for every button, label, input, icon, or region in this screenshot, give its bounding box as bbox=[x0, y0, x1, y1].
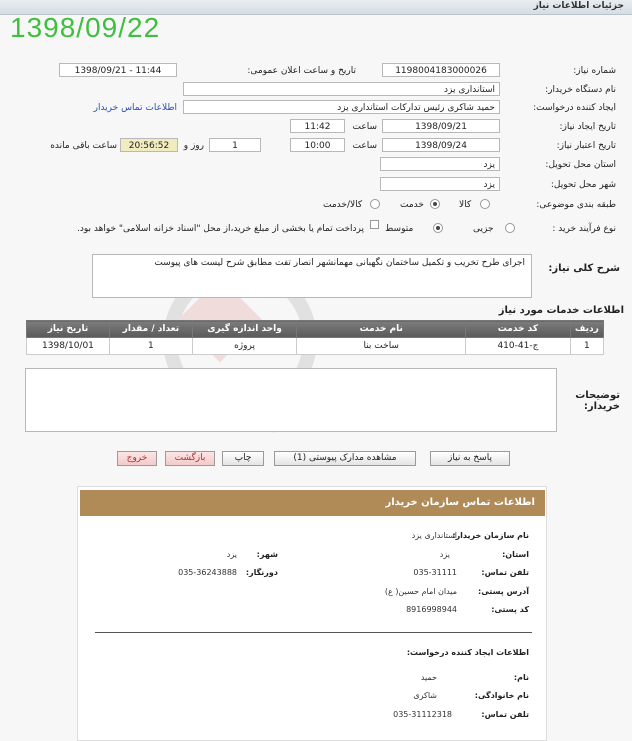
created-time-field: 11:42 bbox=[290, 119, 345, 133]
requester-field: حمید شاکری رئیس تدارکات استانداری یزد bbox=[183, 100, 500, 114]
created-time-label: ساعت bbox=[352, 122, 377, 132]
cell-row: 1 bbox=[570, 338, 603, 355]
table-row bbox=[27, 338, 604, 355]
category-radio-goods[interactable] bbox=[480, 199, 490, 209]
need-number-field: 1198004183000026 bbox=[382, 63, 500, 77]
deadline-days-field: 1 bbox=[209, 138, 261, 152]
category-radio-both[interactable] bbox=[370, 199, 380, 209]
contact-card-title: اطلاعات تماس سازمان خریدار bbox=[80, 490, 545, 516]
creator-phone-value: 035-31112318 bbox=[393, 710, 452, 719]
buyer-contact-link[interactable]: اطلاعات تماس خریدار bbox=[93, 103, 177, 113]
summary-field: اجرای طرح تخریب و تکمیل ساختمان نگهبانی مهمانشهر انصار تفت مطابق شرح لیست های پیوست bbox=[92, 254, 532, 298]
cell-date: 1398/10/01 bbox=[27, 338, 110, 355]
deadline-days-label: روز و bbox=[183, 141, 204, 151]
process-option-minor: جزیی bbox=[473, 224, 494, 234]
buyer-notes-field bbox=[25, 368, 557, 432]
process-radio-medium[interactable] bbox=[433, 223, 443, 233]
deadline-time-label: ساعت bbox=[352, 141, 377, 151]
treasury-note: پرداخت تمام یا بخشی از مبلغ خرید،از محل "اسناد خزانه اسلامی" خواهد بود. bbox=[76, 224, 364, 234]
buyer-notes-label: توضیحات خریدار: bbox=[575, 390, 620, 412]
services-section-title: اطلاعات خدمات مورد نیاز bbox=[498, 305, 624, 316]
deadline-date-field: 1398/09/24 bbox=[382, 138, 500, 152]
creator-family-label: نام خانوادگی: bbox=[474, 691, 529, 700]
contact-org-value: استانداری یزد bbox=[411, 531, 457, 540]
process-option-medium: متوسط bbox=[385, 224, 414, 234]
cell-code: ج-41-410 bbox=[466, 338, 570, 355]
province-field: یزد bbox=[380, 157, 500, 171]
requester-label: ایجاد کننده درخواست: bbox=[533, 103, 616, 113]
announce-datetime-label: تاریخ و ساعت اعلان عمومی: bbox=[247, 66, 356, 76]
contact-postal-label: کد پستی: bbox=[491, 605, 529, 614]
print-button[interactable]: چاپ bbox=[222, 451, 264, 466]
category-option-service: خدمت bbox=[400, 200, 424, 210]
summary-label: شرح کلی نیاز: bbox=[548, 263, 620, 274]
col-row: ردیف bbox=[570, 321, 603, 338]
remaining-time-field: 20:56:52 bbox=[120, 138, 178, 152]
contact-fax-label: دورنگار: bbox=[245, 568, 278, 577]
services-table bbox=[26, 320, 604, 355]
col-unit: واحد اندازه گیری bbox=[192, 321, 296, 338]
back-button[interactable]: بازگشت bbox=[165, 451, 215, 466]
overlay-date: 1398/09/22 bbox=[10, 12, 161, 43]
exit-button[interactable]: خروج bbox=[117, 451, 157, 466]
creator-name-value: حمید bbox=[420, 673, 437, 682]
city-field: یزد bbox=[380, 177, 500, 191]
window-title: جزئیات اطلاعات نیاز bbox=[533, 1, 624, 11]
contact-phone-label: تلفن تماس: bbox=[481, 568, 529, 577]
col-code: کد خدمت bbox=[466, 321, 570, 338]
buyer-org-label: نام دستگاه خریدار: bbox=[545, 85, 616, 95]
city-label: شهر محل تحویل: bbox=[550, 180, 616, 190]
cell-qty: 1 bbox=[109, 338, 192, 355]
treasury-checkbox[interactable] bbox=[370, 220, 379, 229]
category-option-goods: کالا bbox=[459, 200, 472, 210]
remaining-time-label: ساعت باقی مانده bbox=[50, 141, 117, 151]
contact-province-label: استان: bbox=[502, 550, 529, 559]
creator-family-value: شاکری bbox=[413, 691, 437, 700]
contact-address-value: میدان امام حسین( ع) bbox=[384, 587, 457, 596]
col-name: نام خدمت bbox=[297, 321, 466, 338]
reply-button[interactable]: پاسخ به نیاز bbox=[430, 451, 510, 466]
cell-name: ساخت بنا bbox=[297, 338, 466, 355]
creator-phone-label: تلفن تماس: bbox=[481, 710, 529, 719]
deadline-time-field: 10:00 bbox=[290, 138, 345, 152]
cell-unit: پروژه bbox=[192, 338, 296, 355]
deadline-label: تاریخ اعتبار نیاز: bbox=[556, 141, 616, 151]
announce-datetime-field: 1398/09/21 - 11:44 bbox=[59, 63, 177, 77]
category-label: طبقه بندی موضوعی: bbox=[536, 200, 616, 210]
buyer-org-field: استانداری یزد bbox=[183, 82, 500, 96]
contact-province-value: یزد bbox=[439, 550, 450, 559]
category-option-both: کالا/خدمت bbox=[323, 200, 363, 210]
contact-phone-value: 035-31111 bbox=[413, 568, 457, 577]
contact-postal-value: 8916998944 bbox=[406, 605, 457, 614]
contact-city-value: یزد bbox=[226, 550, 237, 559]
contact-city-label: شهر: bbox=[256, 550, 278, 559]
created-date-label: تاریخ ایجاد نیاز: bbox=[559, 122, 616, 132]
process-label: نوع فرآیند خرید : bbox=[552, 224, 616, 234]
view-attachments-button[interactable]: مشاهده مدارک پیوستی (1) bbox=[274, 451, 416, 466]
creator-section-title: اطلاعات ایجاد کننده درخواست: bbox=[406, 648, 529, 657]
contact-divider bbox=[95, 632, 532, 633]
category-radio-service[interactable] bbox=[430, 199, 440, 209]
contact-address-label: آدرس پستی: bbox=[478, 587, 529, 596]
services-header-row bbox=[27, 321, 604, 338]
created-date-field: 1398/09/21 bbox=[382, 119, 500, 133]
col-qty: تعداد / مقدار bbox=[109, 321, 192, 338]
col-date: تاریخ نیاز bbox=[27, 321, 110, 338]
process-radio-minor[interactable] bbox=[505, 223, 515, 233]
province-label: استان محل تحویل: bbox=[545, 160, 616, 170]
creator-name-label: نام: bbox=[513, 673, 529, 682]
need-number-label: شماره نیاز: bbox=[573, 66, 616, 76]
contact-fax-value: 035-36243888 bbox=[178, 568, 237, 577]
contact-org-label: نام سازمان خریدار: bbox=[452, 531, 529, 540]
contact-card bbox=[77, 486, 547, 741]
